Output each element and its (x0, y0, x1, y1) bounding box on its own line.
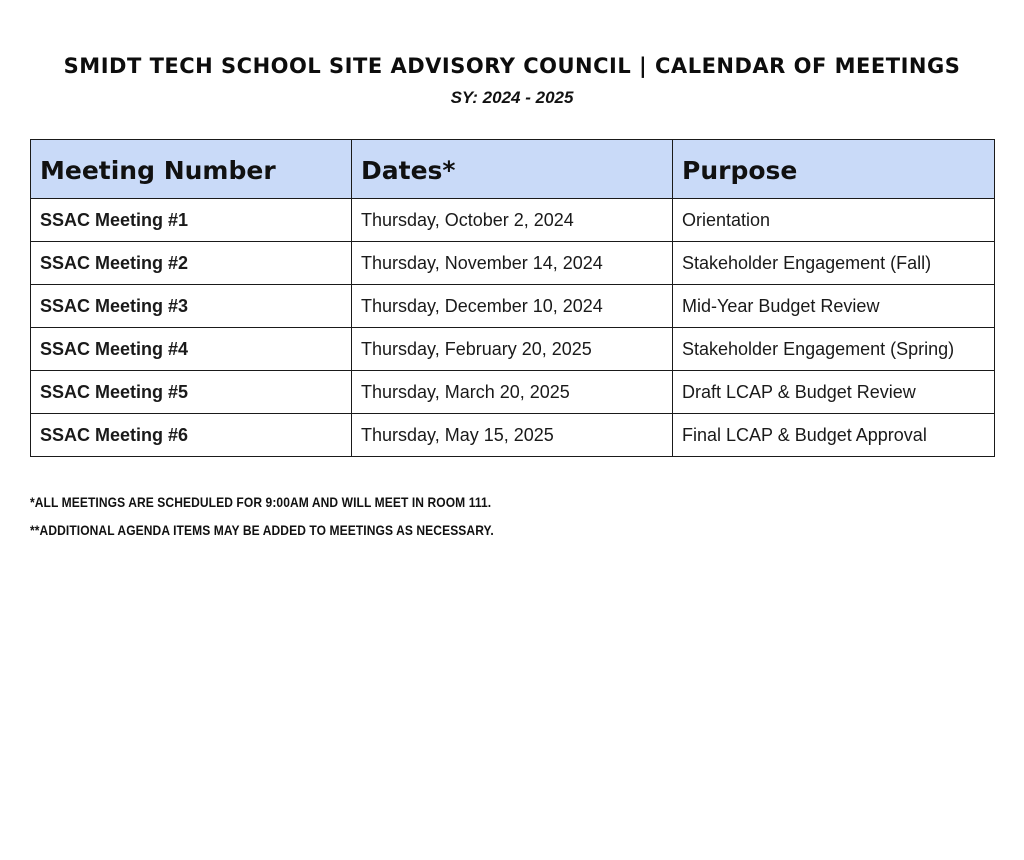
meeting-number-cell: SSAC Meeting #6 (31, 414, 352, 457)
header-dates: Dates* (352, 140, 673, 199)
meeting-purpose-cell: Orientation (673, 199, 995, 242)
meeting-purpose-cell: Stakeholder Engagement (Spring) (673, 328, 995, 371)
footnote-agenda-items: **ADDITIONAL AGENDA ITEMS MAY BE ADDED TO MEETINGS AS NECESSARY. (30, 522, 494, 538)
table-header-row (31, 140, 995, 199)
table-row (31, 328, 995, 371)
meeting-date-cell: Thursday, November 14, 2024 (352, 242, 673, 285)
meeting-purpose-cell: Mid-Year Budget Review (673, 285, 995, 328)
meeting-number-cell: SSAC Meeting #4 (31, 328, 352, 371)
table-row (31, 414, 995, 457)
footnotes (30, 488, 494, 544)
meeting-date-cell: Thursday, December 10, 2024 (352, 285, 673, 328)
meeting-date-cell: Thursday, October 2, 2024 (352, 199, 673, 242)
table-row (31, 285, 995, 328)
meeting-purpose-cell: Draft LCAP & Budget Review (673, 371, 995, 414)
table-row (31, 371, 995, 414)
table-row (31, 199, 995, 242)
meeting-number-cell: SSAC Meeting #3 (31, 285, 352, 328)
header-meeting-number: Meeting Number (31, 140, 352, 199)
meeting-purpose-cell: Final LCAP & Budget Approval (673, 414, 995, 457)
table-row (31, 242, 995, 285)
meeting-date-cell: Thursday, May 15, 2025 (352, 414, 673, 457)
header-purpose: Purpose (673, 140, 995, 199)
meeting-number-cell: SSAC Meeting #5 (31, 371, 352, 414)
meeting-purpose-cell: Stakeholder Engagement (Fall) (673, 242, 995, 285)
meeting-date-cell: Thursday, February 20, 2025 (352, 328, 673, 371)
meeting-number-cell: SSAC Meeting #1 (31, 199, 352, 242)
meeting-date-cell: Thursday, March 20, 2025 (352, 371, 673, 414)
meeting-number-cell: SSAC Meeting #2 (31, 242, 352, 285)
meetings-table (30, 139, 995, 457)
document-title: SMIDT TECH SCHOOL SITE ADVISORY COUNCIL | CALENDAR OF MEETINGS (63, 54, 961, 78)
meetings-table-container (30, 139, 994, 457)
footnote-meeting-time: *ALL MEETINGS ARE SCHEDULED FOR 9:00AM AND WILL MEET IN ROOM 111. (30, 494, 492, 510)
school-year-subtitle: SY: 2024 - 2025 (450, 88, 574, 107)
